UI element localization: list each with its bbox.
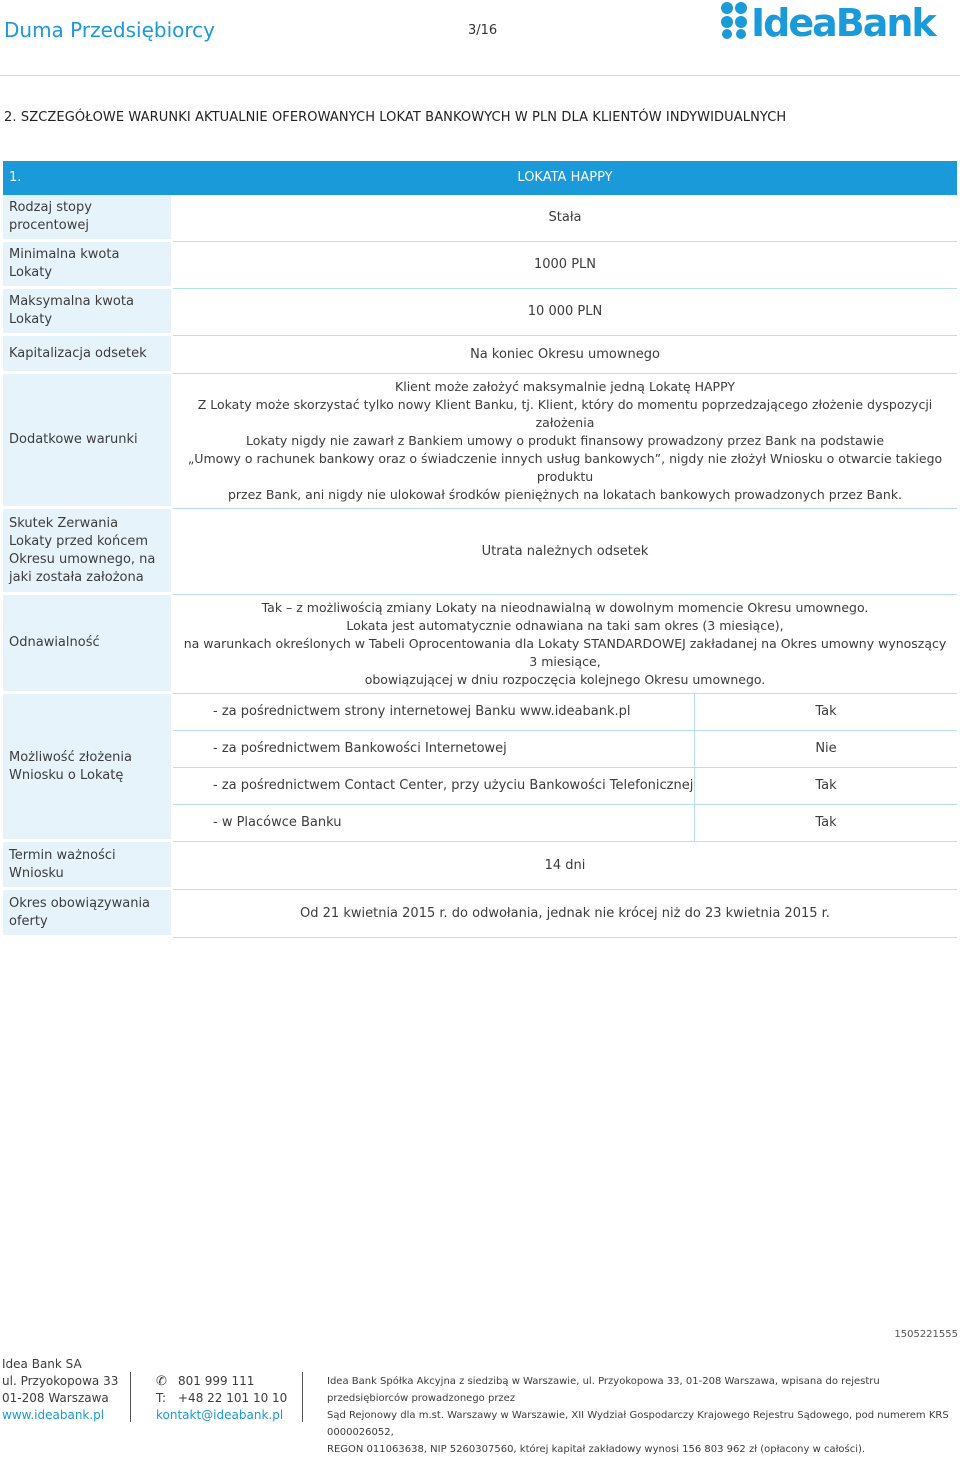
row-value: 10 000 PLN (173, 289, 957, 336)
channel-name: - w Placówce Banku (213, 815, 342, 830)
channel-availability: Tak (695, 694, 958, 731)
phone-number: 801 999 111 (178, 1374, 255, 1388)
idea-bank-logo (720, 0, 960, 40)
application-channels (173, 694, 957, 842)
table-row (3, 595, 957, 694)
row-value: Na koniec Okresu umownego (173, 336, 957, 374)
header-number: 1. (3, 161, 171, 195)
table-row (3, 242, 957, 289)
channels-table (173, 694, 957, 841)
table-row (3, 509, 957, 595)
row-label: Termin ważności Wniosku (3, 842, 171, 890)
channel-availability: Tak (695, 768, 958, 805)
header-divider (0, 75, 960, 76)
table-row (3, 289, 957, 336)
table-row (3, 336, 957, 374)
row-label: Odnawialność (3, 595, 171, 694)
website-link[interactable]: www.ideabank.pl (2, 1408, 105, 1422)
street: ul. Przyokopowa 33 (2, 1374, 119, 1388)
row-label: Możliwość złożenia Wniosku o Lokatę (3, 694, 171, 842)
svg-text:IdeaBank: IdeaBank (751, 1, 935, 40)
table-header-row (3, 161, 957, 195)
channel-row (173, 805, 957, 842)
tel-number: +48 22 101 10 10 (178, 1391, 288, 1405)
section-title: 2. SZCZEGÓŁOWE WARUNKI AKTUALNIE OFEROWANYCH LOKAT BANKOWYCH W PLN DLA KLIENTÓW INDYWIDUALNYCH (4, 110, 787, 125)
footer-legal: Idea Bank Spółka Akcyjna z siedzibą w Warszawie, ul. Przyokopowa 33, 01-208 Warszawa, wpisana do rejestru przedsiębiorców prowadzonego przez Sąd Rejonowy dla m.st. Warszawy w Warszawie, XII Wydział Gospodarczy Krajowego Rejestru Sądowego, pod numerem KRS 0000026052, REGON 011063638, NIP 5260307560, której kapitał zakładowy wynosi 156 803 962 zł (opłacony w całości). (327, 1376, 949, 1455)
row-value: Utrata należnych odsetek (173, 509, 957, 595)
row-label: Dodatkowe warunki (3, 374, 171, 509)
page-number: 3/16 (468, 23, 498, 38)
row-label: Okres obowiązywania oferty (3, 890, 171, 938)
header-product-name: LOKATA HAPPY (173, 161, 957, 195)
row-label: Skutek Zerwania Lokaty przed końcem Okresu umownego, na jaki została założona (3, 509, 171, 595)
footer-divider (302, 1372, 303, 1422)
channel-row (173, 768, 957, 805)
channel-row (173, 694, 957, 731)
row-value: 14 dni (173, 842, 957, 890)
channel-name: - za pośrednictwem Contact Center, przy użyciu Bankowości Telefonicznej (173, 768, 695, 805)
document-id: 1505221555 (894, 1329, 958, 1340)
additional-conditions-text: Klient może założyć maksymalnie jedną Lokatę HAPPY Z Lokaty może skorzystać tylko nowy Klient Banku, tj. Klient, który do momentu poprzedzającego złożenie dyspozycji założenia Lokaty nigdy nie zawarł z Bankiem umowy o produkt finansowy prowadzony przez Bank na podstawie „Umowy o rachunek bankowy oraz o świadczenie innych usług bankowych”, nigdy nie złożył Wniosku o otwarcie takiego produktu przez Bank, ani nigdy nie ulokował środków pieniężnych na lokatach bankowych prowadzonych przez Bank. (173, 374, 957, 509)
company-name: Idea Bank SA (2, 1357, 82, 1371)
city: 01-208 Warszawa (2, 1391, 109, 1405)
channel-name: - za pośrednictwem Bankowości Internetowej (173, 731, 695, 768)
channel-availability: Nie (695, 731, 958, 768)
renewal-text: Tak – z możliwością zmiany Lokaty na nieodnawialną w dowolnym momencie Okresu umownego. Lokata jest automatycznie odnawiana na taki sam okres (3 miesiące), na warunkach określonych w Tabeli Oprocentowania dla Lokaty STANDARDOWEJ zakładanej na Okres umowny wynoszący 3 miesiące, obowiązującej w dniu rozpoczęcia kolejnego Okresu umownego. (173, 595, 957, 694)
footer-divider (130, 1372, 131, 1422)
deposit-terms-table (3, 161, 957, 938)
row-label: Kapitalizacja odsetek (3, 336, 171, 374)
row-label: Minimalna kwota Lokaty (3, 242, 171, 289)
table-row (3, 890, 957, 938)
email-link[interactable]: kontakt@ideabank.pl (156, 1408, 284, 1422)
row-value: Stała (173, 195, 957, 242)
footer-address (2, 1356, 118, 1424)
row-value: 1000 PLN (173, 242, 957, 289)
channel-availability: Tak (695, 805, 958, 842)
phone-icon: ✆ (156, 1374, 167, 1389)
table-row (3, 694, 957, 842)
channel-row (173, 731, 957, 768)
tel-label: T: (156, 1391, 167, 1405)
row-label: Maksymalna kwota Lokaty (3, 289, 171, 336)
table-row (3, 374, 957, 509)
document-title: Duma Przedsiębiorcy (4, 18, 215, 42)
table-row (3, 195, 957, 242)
footer-contact (156, 1373, 287, 1424)
row-label: Rodzaj stopy procentowej (3, 195, 171, 242)
row-value: Od 21 kwietnia 2015 r. do odwołania, jednak nie krócej niż do 23 kwietnia 2015 r. (173, 890, 957, 938)
channel-name: - za pośrednictwem strony internetowej Banku www.ideabank.pl (173, 694, 695, 731)
table-row (3, 842, 957, 890)
